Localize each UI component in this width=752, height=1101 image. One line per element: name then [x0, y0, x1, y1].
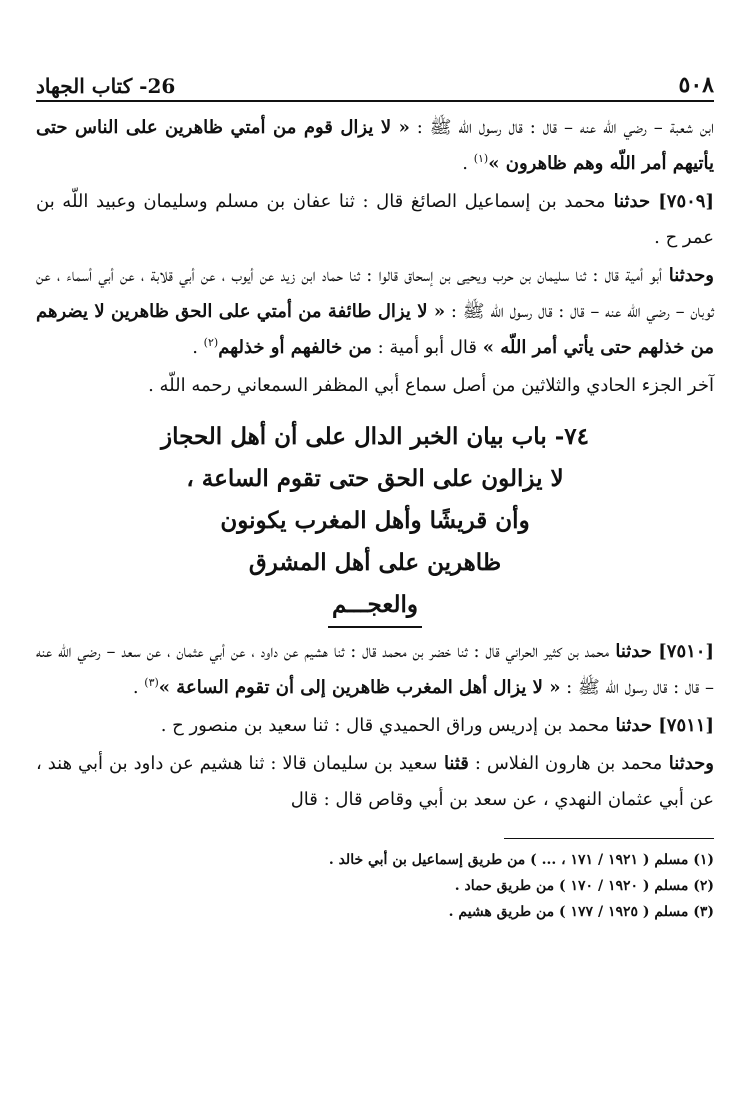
- footnote-ref: (٢): [203, 336, 219, 349]
- paragraph-text: محمد بن كثير الحراني قال : ثنا خضر بن محمد قال : ثنا هشيم عن داود ، عن أبي عثمان ، عن سعد – رضي اللّه عنه – قال : قال رسول اللّه ﷺ :: [36, 641, 714, 698]
- page-number: ٥٠٨: [678, 72, 714, 98]
- hadith-text: « لا يزال أهل المغرب ظاهرين إلى أن تقوم الساعة »: [158, 677, 561, 698]
- hadith-addition: من خالفهم أو خذلهم: [218, 337, 372, 358]
- book-title: 26- كتاب الجهاد: [36, 74, 176, 98]
- colophon-text: آخر الجزء الحادي والثلاثين من أصل سماع أبي المظفر السمعاني رحمه اللّه .: [148, 375, 714, 396]
- paragraph-end: .: [462, 153, 474, 174]
- hadith-number: [٧٥١٠]: [658, 641, 714, 662]
- hadith-number: [٧٥١١]: [658, 715, 714, 736]
- footnote-divider: [504, 838, 714, 839]
- paragraph-text: محمد بن هارون الفلاس :: [468, 753, 663, 774]
- paragraph-end: .: [132, 677, 145, 698]
- paragraph-7509: [36, 184, 714, 256]
- paragraph-text: محمد بن إدريس وراق الحميدي قال : ثنا سعيد بن منصور ح .: [160, 715, 610, 736]
- chapter-line: وأن قريشًا وأهل المغرب يكونون: [220, 507, 530, 534]
- footnote-item: (٢) مسلم ( ١٩٢٠ / ١٧٠ ) من طريق حماد .: [454, 878, 714, 894]
- footnote-item: (١) مسلم ( ١٩٢١ / ١٧١ ، ... ) من طريق إسماعيل بن أبي خالد .: [328, 852, 714, 868]
- footnotes: [36, 847, 714, 925]
- narration-keyword: حدثنا: [605, 191, 659, 212]
- paragraph-text: ابن شعبة – رضي اللّه عنه – قال : قال رسول اللّه ﷺ :: [416, 117, 714, 138]
- paragraph-chain-abu-umayya: [36, 258, 714, 366]
- paragraph-end: .: [192, 337, 204, 358]
- chapter-line: والعجـــم: [328, 584, 422, 628]
- hadith-text: « لا يزال طائفة من أمتي على الحق ظاهرين لا يضرهم من خذلهم حتى يأتي أمر اللّه »: [36, 301, 714, 358]
- chapter-line: لا يزالون على الحق حتى تقوم الساعة ،: [186, 465, 564, 492]
- paragraph-hadith-intro: [36, 110, 714, 182]
- narration-keyword: وحدثنا: [662, 753, 714, 774]
- paragraph-text: أبو أمية قال : ثنا سليمان بن حرب ويحيى بن إسحاق قالوا : ثنا حماد ابن زيد عن أيوب ، عن أبي قلابة ، عن أبي أسماء ، عن ثوبان – رضي اللّه عنه – قال : قال رسول اللّه ﷺ :: [36, 265, 714, 322]
- hadith-number: [٧٥٠٩]: [658, 191, 714, 212]
- paragraph-7511: [36, 708, 714, 744]
- narration-keyword: وحدثنا: [662, 265, 714, 286]
- paragraph-colophon: [36, 368, 714, 404]
- paragraph-chain-fallas: [36, 746, 714, 818]
- footnote-ref: (١): [473, 152, 489, 165]
- page-body: [36, 110, 714, 818]
- paragraph-text: قال أبو أمية :: [371, 337, 483, 358]
- hadith-text: « لا يزال قوم من أمتي ظاهرين على الناس حتى يأتيهم أمر اللّه وهم ظاهرون »: [36, 117, 714, 174]
- narration-keyword: قثنا: [437, 753, 469, 774]
- chapter-line: ظاهرين على أهل المشرق: [248, 549, 502, 576]
- paragraph-7510: [36, 634, 714, 706]
- paragraph-text: محمد بن إسماعيل الصائغ قال : ثنا عفان بن مسلم وسليمان وعبيد اللّه بن عمر ح .: [36, 191, 714, 248]
- footnote-ref: (٣): [144, 676, 159, 689]
- page-header: [36, 62, 714, 102]
- paragraph-text: سعيد بن سليمان قالا : ثنا هشيم عن داود بن أبي هند ، عن أبي عثمان النهدي ، عن سعد بن أبي وقاص قال : قال: [36, 753, 714, 810]
- narration-keyword: حدثنا: [609, 641, 659, 662]
- footnote-item: (٣) مسلم ( ١٩٢٥ / ١٧٧ ) من طريق هشيم .: [448, 904, 714, 920]
- narration-keyword: حدثنا: [609, 715, 659, 736]
- chapter-line: ٧٤- باب بيان الخبر الدال على أن أهل الحجاز: [160, 423, 589, 450]
- chapter-heading: [36, 416, 714, 628]
